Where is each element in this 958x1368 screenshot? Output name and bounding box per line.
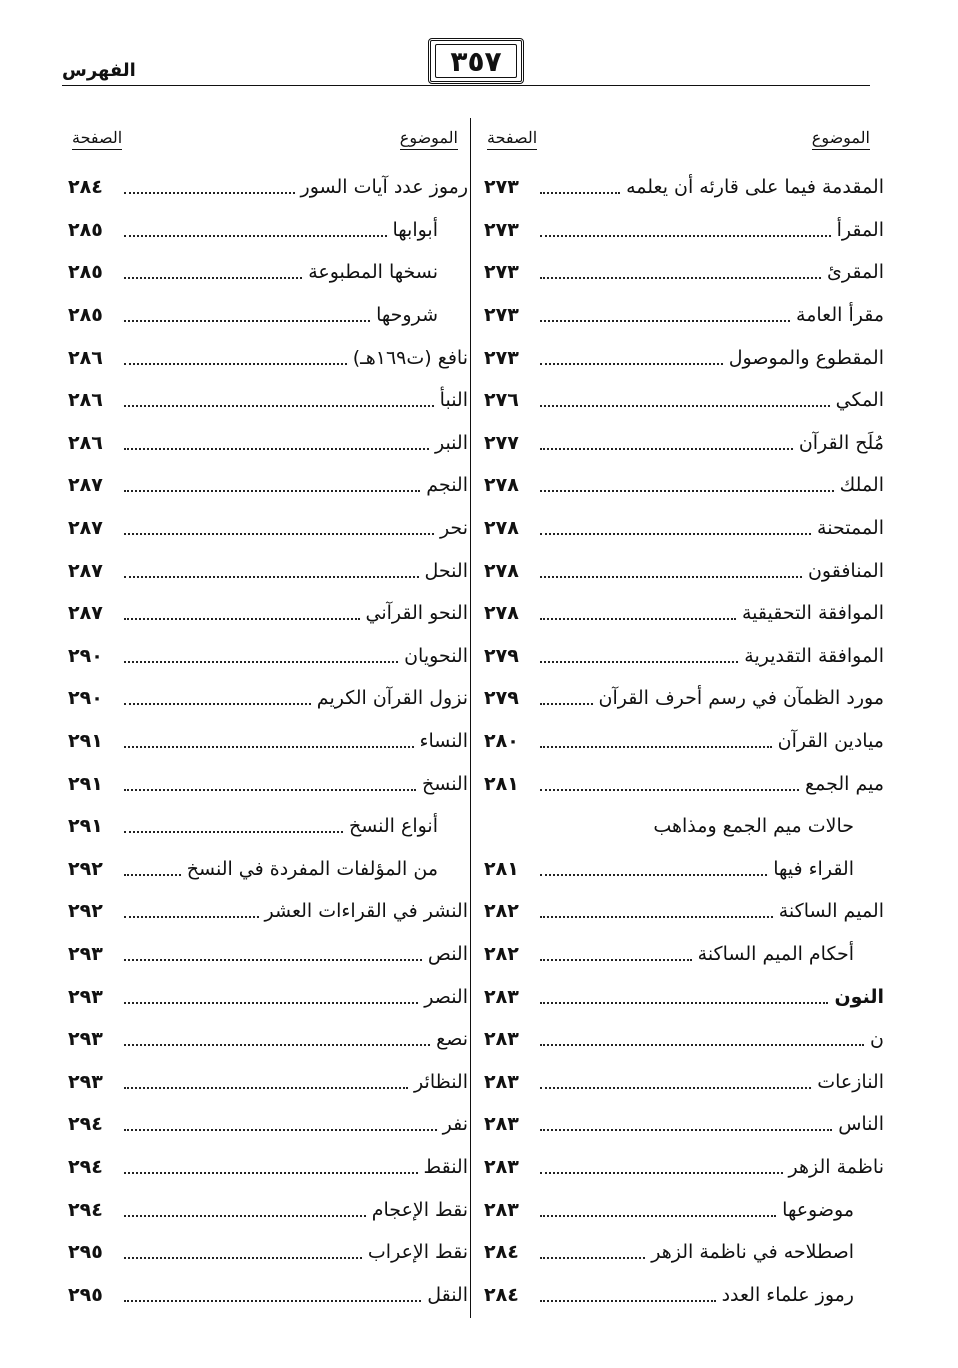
entry-topic: الموافقة التقديرية [744,644,884,667]
dot-leader [124,576,419,578]
entry-page-number: ٢٨٦ [68,389,103,412]
entry-page-number: ٢٨٣ [484,985,519,1008]
entry-page-number: ٢٩٣ [68,942,103,965]
index-entry [484,507,884,550]
index-entry [68,422,468,465]
entry-topic: موضوعها [782,1198,854,1221]
entry-page-number: ٢٨٣ [484,1028,519,1051]
dot-leader [540,959,692,961]
page-number: ٣٥٧ [450,44,502,78]
entry-page-number: ٢٩٣ [68,1070,103,1093]
dot-leader [124,533,434,535]
index-entry [68,933,468,976]
index-entry [484,464,884,507]
dot-leader [540,1129,832,1131]
entry-page-number: ٢٨٦ [68,431,103,454]
entry-page-number: ٢٨٦ [68,346,103,369]
entry-topic: الموافقة التحقيقية [741,602,884,625]
entry-topic: النصر [424,985,468,1008]
entry-page-number: ٢٧٣ [484,176,519,199]
dot-leader [540,1215,776,1217]
entry-page-number: ٢٨٧ [68,474,103,497]
index-entry [484,1146,884,1189]
index-entry [68,464,468,507]
entry-page-number: ٢٩٢ [68,857,103,880]
index-entry [484,762,884,805]
index-entry [484,209,884,252]
dot-leader [540,320,790,322]
index-entry [68,1060,468,1103]
index-entry [68,890,468,933]
running-title: الفهرس [62,60,136,81]
entry-page-number: ٢٩٤ [68,1155,103,1178]
entry-page-number: ٢٨٧ [68,559,103,582]
entry-page-number: ٢٩٣ [68,985,103,1008]
entry-page-number: ٢٩٥ [68,1241,103,1264]
entry-topic: النحويان [404,644,468,667]
entry-page-number: ٢٩٥ [68,1283,103,1306]
left-page-header: الصفحة [72,128,122,150]
entry-topic: نافع (ت١٦٩هـ) [352,346,468,369]
index-entry [68,336,468,379]
entry-page-number: ٢٧٧ [484,431,519,454]
dot-leader [540,1044,864,1046]
dot-leader [540,1257,645,1259]
index-entry [68,1018,468,1061]
dot-leader [540,235,831,237]
dot-leader [540,1087,811,1089]
entry-topic: النص [427,942,468,965]
index-entry [68,1146,468,1189]
entry-page-number: ٢٧٣ [484,346,519,369]
entry-page-number: ٢٧٨ [484,602,519,625]
index-entry [68,1103,468,1146]
entry-page-number: ٢٨٢ [484,942,519,965]
entry-topic: مورد الظمآن في رسم أحرف القرآن [598,687,884,710]
dot-leader [124,661,398,663]
dot-leader [124,405,434,407]
dot-leader [124,959,422,961]
index-entry [484,549,884,592]
entry-topic: المنافقون [807,559,884,582]
entry-topic: الملك [839,474,884,497]
dot-leader [124,1172,418,1174]
entry-topic: المقدمة فيما على قارئه أن يعلمه [626,176,884,199]
entry-page-number: ٢٨٧ [68,517,103,540]
dot-leader [540,916,773,918]
dot-leader [124,1257,362,1259]
entry-page-number: ٢٨٥ [68,304,103,327]
index-entry [68,677,468,720]
entry-page-number: ٢٧٦ [484,389,519,412]
dot-leader [124,618,360,620]
index-entry [68,1231,468,1274]
entry-topic: نقط الإعجام [371,1198,468,1221]
left-topic-header: الموضوع [400,128,458,150]
entry-topic: النبر [434,431,468,454]
index-entry [68,762,468,805]
dot-leader [124,1044,430,1046]
index-entry [484,422,884,465]
entry-page-number: ٢٩٤ [68,1198,103,1221]
dot-leader [124,789,416,791]
entry-page-number: ٢٨٤ [484,1283,519,1306]
dot-leader [124,1129,437,1131]
dot-leader [540,490,834,492]
entry-page-number: ٢٩١ [68,815,103,838]
entry-page-number: ٢٨١ [484,857,519,880]
entry-topic: مُلَح القرآن [798,431,884,454]
index-entry [484,1103,884,1146]
entry-page-number: ٢٧٣ [484,261,519,284]
entry-topic: اصطلاحه في ناظمة الزهر [651,1241,854,1264]
column-divider [470,118,471,1318]
index-entry [68,1188,468,1231]
entry-topic: المقطوع والموصول [728,346,884,369]
entry-topic: النون [834,985,884,1008]
index-entry [68,549,468,592]
dot-leader [124,490,420,492]
index-entry [484,1273,884,1316]
entry-page-number: ٢٨٣ [484,1113,519,1136]
dot-leader [124,448,429,450]
entry-page-number: ٢٩٠ [68,644,103,667]
right-index-column [484,166,884,1316]
index-entry [484,805,884,848]
entry-page-number: ٢٨٣ [484,1070,519,1093]
index-entry [484,251,884,294]
dot-leader [540,363,723,365]
index-entry [484,890,884,933]
index-entry [68,1273,468,1316]
entry-page-number: ٢٧٨ [484,517,519,540]
header-rule [62,85,870,86]
entry-topic: نفر [442,1113,468,1136]
index-entry [484,1060,884,1103]
dot-leader [540,1300,716,1302]
index-entry [68,166,468,209]
entry-page-number: ٢٩٠ [68,687,103,710]
index-entry [484,677,884,720]
dot-leader [124,1300,421,1302]
index-entry [68,635,468,678]
entry-topic: النسخ [421,772,468,795]
dot-leader [124,235,387,237]
index-entry [484,379,884,422]
index-entry [484,1231,884,1274]
left-index-column [68,166,468,1316]
index-entry [484,294,884,337]
entry-page-number: ٢٩٤ [68,1113,103,1136]
entry-topic: المقرأ [836,218,884,241]
entry-page-number: ٢٨١ [484,772,519,795]
dot-leader [540,661,738,663]
entry-topic: الناس [838,1113,884,1136]
entry-page-number: ٢٨٢ [484,900,519,923]
page-number-box [428,38,524,84]
entry-topic: النبأ [439,389,468,412]
index-entry [484,592,884,635]
entry-page-number: ٢٧٨ [484,559,519,582]
dot-leader [540,618,736,620]
entry-topic: النجم [426,474,468,497]
entry-topic: ن [870,1028,884,1051]
entry-page-number: ٢٩٣ [68,1028,103,1051]
index-entry [484,635,884,678]
index-entry [68,294,468,337]
dot-leader [124,363,347,365]
right-page-header: الصفحة [487,128,537,150]
dot-leader [540,703,593,705]
index-entry [68,720,468,763]
index-entry [484,166,884,209]
index-entry [68,848,468,891]
dot-leader [124,831,343,833]
entry-topic: مقرأ العامة [796,304,884,327]
entry-page-number: ٢٨٤ [484,1241,519,1264]
entry-page-number: ٢٩١ [68,730,103,753]
index-entry [68,209,468,252]
entry-topic: من المؤلفات المفردة في النسخ [186,857,438,880]
dot-leader [540,1002,828,1004]
dot-leader [124,320,370,322]
entry-page-number: ٢٧٩ [484,644,519,667]
dot-leader [124,874,181,876]
index-entry [484,848,884,891]
entry-topic: المكي [835,389,884,412]
entry-page-number: ٢٨٣ [484,1155,519,1178]
dot-leader [124,1215,366,1217]
entry-topic: نحر [439,517,468,540]
index-entry [68,507,468,550]
dot-leader [540,533,811,535]
index-entry [484,933,884,976]
entry-page-number: ٢٨٧ [68,602,103,625]
index-entry [484,336,884,379]
entry-page-number: ٢٨٥ [68,261,103,284]
dot-leader [124,277,302,279]
entry-topic: أنواع النسخ [348,815,438,838]
index-entry [484,720,884,763]
dot-leader [540,448,793,450]
entry-topic: المقرئ [826,261,884,284]
entry-topic: نزول القرآن الكريم [316,687,468,710]
entry-page-number: ٢٩١ [68,772,103,795]
entry-topic: الممتحنة [817,517,884,540]
entry-topic: رموز عدد آيات السور [300,176,468,199]
entry-topic: الميم الساكنة [778,900,884,923]
right-topic-header: الموضوع [812,128,870,150]
entry-topic: النشر في القراءات العشر [264,900,468,923]
index-entry [484,1018,884,1061]
entry-page-number: ٢٧٣ [484,304,519,327]
dot-leader [540,576,802,578]
entry-topic: ميم الجمع [804,772,884,795]
index-entry [68,805,468,848]
dot-leader [124,1087,408,1089]
dot-leader [124,1002,418,1004]
dot-leader [540,789,799,791]
index-entry [68,592,468,635]
dot-leader [124,192,295,194]
dot-leader [540,405,830,407]
entry-topic: النازعات [817,1070,884,1093]
entry-page-number: ٢٨٠ [484,730,519,753]
dot-leader [540,746,772,748]
entry-topic: نصع [436,1028,468,1051]
entry-topic: النقل [427,1283,468,1306]
entry-topic: النحو القرآني [365,602,468,625]
dot-leader [540,277,821,279]
entry-topic: أبوابها [392,218,438,241]
entry-topic: حالات ميم الجمع ومذاهب [653,815,854,838]
entry-topic: ميادين القرآن [777,730,884,753]
entry-topic: النحل [424,559,468,582]
entry-topic: النظائر [414,1070,468,1093]
entry-topic: أحكام الميم الساكنة [697,942,854,965]
index-entry [484,975,884,1018]
dot-leader [124,916,259,918]
entry-topic: شروحها [376,304,438,327]
entry-page-number: ٢٧٣ [484,218,519,241]
dot-leader [124,746,414,748]
entry-topic: النقط [423,1155,468,1178]
entry-topic: النساء [419,730,468,753]
entry-topic: نقط الإعراب [367,1241,468,1264]
entry-page-number: ٢٧٨ [484,474,519,497]
entry-page-number: ٢٩٢ [68,900,103,923]
index-entry [484,1188,884,1231]
entry-page-number: ٢٧٩ [484,687,519,710]
dot-leader [540,874,767,876]
index-entry [68,379,468,422]
dot-leader [124,703,311,705]
entry-page-number: ٢٨٤ [68,176,103,199]
entry-topic: رموز علماء العدد [721,1283,854,1306]
entry-topic: ناظمة الزهر [788,1155,884,1178]
entry-topic: القراء فيها [773,857,854,880]
index-entry [68,251,468,294]
entry-page-number: ٢٨٣ [484,1198,519,1221]
dot-leader [540,192,620,194]
dot-leader [540,1172,783,1174]
index-entry [68,975,468,1018]
entry-topic: نسخها المطبوعة [308,261,438,284]
entry-page-number: ٢٨٥ [68,218,103,241]
